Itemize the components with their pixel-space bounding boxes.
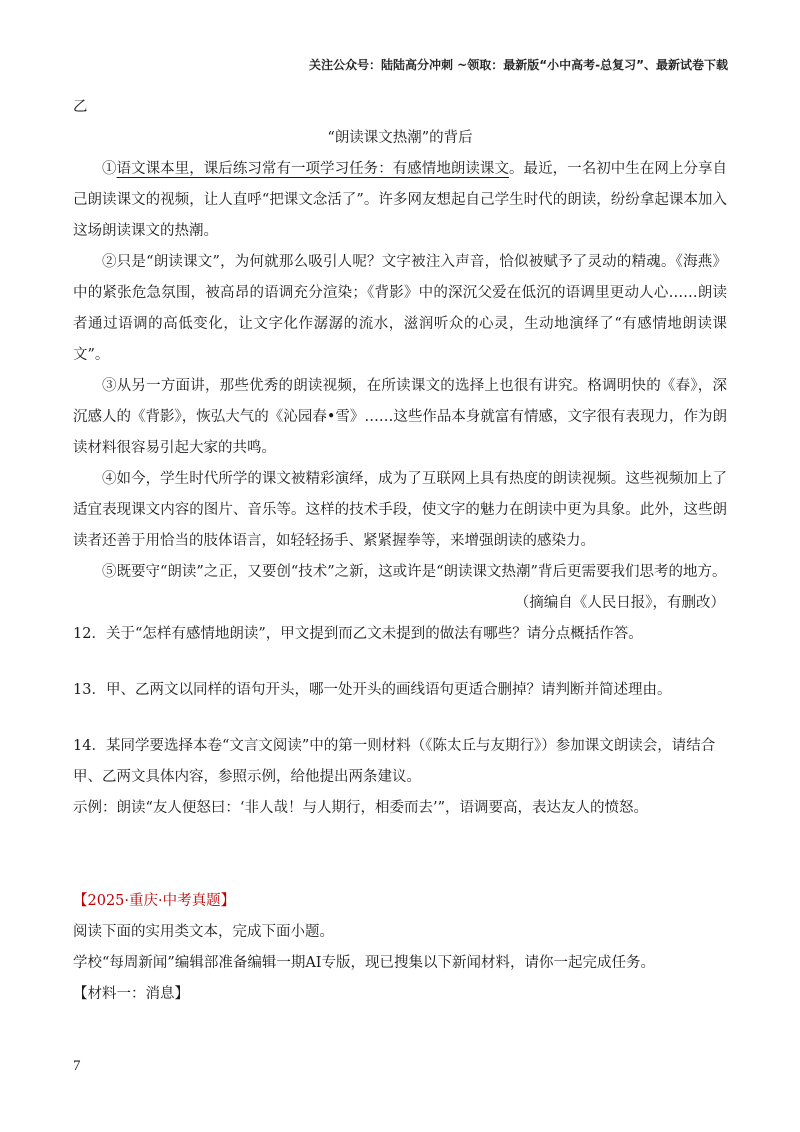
exam-source-tag: 【2025·重庆·中考真题】: [73, 893, 236, 909]
paragraph-1-underlined: 语文课本里，课后练习常有一项学习任务：有感情地朗读课文: [116, 161, 510, 177]
section-instruction: 阅读下面的实用类文本，完成下面小题。: [73, 924, 334, 940]
question-13: 13．甲、乙两文以同样的语句开头，哪一处开头的画线语句更适合删掉？请判断并简述理由。: [73, 682, 672, 698]
section-gap: [73, 824, 727, 886]
paragraph-5: ⑤既要守“朗读”之正，又要创“技术”之新，这或许是“朗读课文热潮”背后更需要我们思考的地方。: [102, 564, 727, 580]
paragraph-3: ③从另一方面讲，那些优秀的朗读视频，在所读课文的选择上也很有讲究。格调明快的《春》，深沉感人的《背影》，恢弘大气的《沁园春•雪》……这些作品本身就富有情感，文字很有表现力，作为朗读材料很容易引起大家的共鸣。: [73, 378, 727, 456]
page-number: 7: [73, 1058, 81, 1074]
article-source: （摘编自《人民日报》，有删改）: [514, 595, 725, 611]
article-title: “朗读课文热潮”的背后: [327, 130, 473, 146]
paragraph-1-number: ①: [102, 161, 117, 177]
question-14: 14．某同学要选择本卷“文言文阅读”中的第一则材料（《陈太丘与友期行》）参加课文朗读会，请结合甲、乙两文具体内容，参照示例，给他提出两条建议。: [73, 738, 716, 785]
paragraph-2: ②只是“朗读课文”，为何就那么吸引人呢？文字被注入声音，恰似被赋予了灵动的精魂。《海燕》中的紧张危急氛围，被高昂的语调充分渲染；《背影》中的深沉父爱在低沉的语调里更动人心……朗读者通过语调的高低变化，让文字化作潺潺的流水，滋润听众的心灵，生动地演绎了“有感情地朗读课文”。: [73, 254, 727, 363]
paragraph-4: ④如今，学生时代所学的课文被精彩演绎，成为了互联网上具有热度的朗读视频。这些视频加上了适宜表现课文内容的图片、音乐等。这样的技术手段，使文字的魅力在朗读中更为具象。此外，这些朗读者还善于用恰当的肢体语言，如轻轻扬手、紧紧握拳等，来增强朗读的感染力。: [73, 471, 727, 549]
page-content: [73, 92, 727, 1010]
answer-space-12: [73, 650, 727, 675]
material-heading: 【材料一：消息】: [73, 986, 189, 1002]
question-14-example: 示例：朗读“友人便怒曰：‘非人哉！与人期行，相委而去’”，语调要高，表达友人的愤怒。: [73, 800, 649, 816]
paragraph-1-rest: 。最近，一名初中生在网上分享自己朗读课文的视频，让人直呼“把课文念活了”。许多网友想起自己学生时代的朗读，纷纷拿起课本加入这场朗读课文的热潮。: [73, 161, 728, 239]
answer-space-13: [73, 706, 727, 731]
question-12: 12．关于“怎样有感情地朗读”，甲文提到而乙文未提到的做法有哪些？请分点概括作答。: [73, 626, 643, 642]
section-intro: 学校“每周新闻”编辑部准备编辑一期AI专版，现已搜集以下新闻材料，请你一起完成任务。: [73, 955, 656, 971]
paragraph-1: [73, 154, 727, 247]
page-header: 关注公众号：陆陆高分冲刺 ~领取：最新版“小中高考-总复习”、最新试卷下载: [309, 58, 728, 72]
article-label: 乙: [73, 99, 88, 115]
